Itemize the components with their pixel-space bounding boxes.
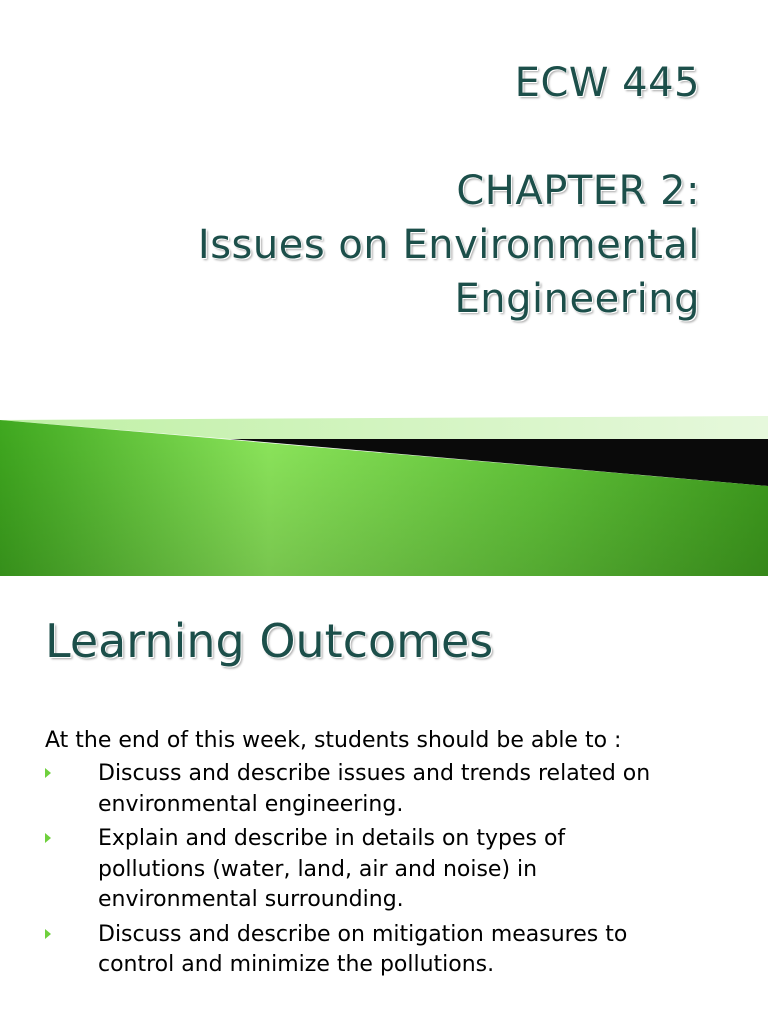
decorative-green-band <box>0 410 768 576</box>
outcome-line: environmental engineering. <box>98 791 404 817</box>
chapter-title-line-1: Issues on Environmental <box>197 222 700 268</box>
intro-text: At the end of this week, students should be able to : <box>45 728 622 753</box>
outcome-list <box>45 759 735 985</box>
outcome-item <box>45 759 735 820</box>
outcome-line: Discuss and describe on mitigation measures to <box>98 921 628 947</box>
slide-heading: Learning Outcomes <box>45 614 494 668</box>
outcome-line: control and minimize the pollutions. <box>98 952 495 977</box>
outcome-line: Explain and describe in details on types of <box>98 826 566 851</box>
green-triangle-bullet-icon <box>45 833 51 843</box>
chapter-label: CHAPTER 2: <box>456 168 700 214</box>
title-spacer <box>198 110 700 164</box>
outcome-line: Discuss and describe issues and trends related on <box>98 761 651 786</box>
slide-title <box>198 56 700 326</box>
green-triangle-bullet-icon <box>45 929 51 939</box>
outcome-item <box>45 920 735 981</box>
outcome-line: pollutions (water, land, air and noise) in <box>98 856 538 882</box>
learning-outcomes-slide <box>0 576 768 1024</box>
outcome-line: environmental surrounding. <box>98 887 404 912</box>
course-code: ECW 445 <box>514 60 700 106</box>
green-triangle-bullet-icon <box>45 768 51 778</box>
outcome-item <box>45 824 735 916</box>
chapter-title-line-2: Engineering <box>454 276 700 322</box>
